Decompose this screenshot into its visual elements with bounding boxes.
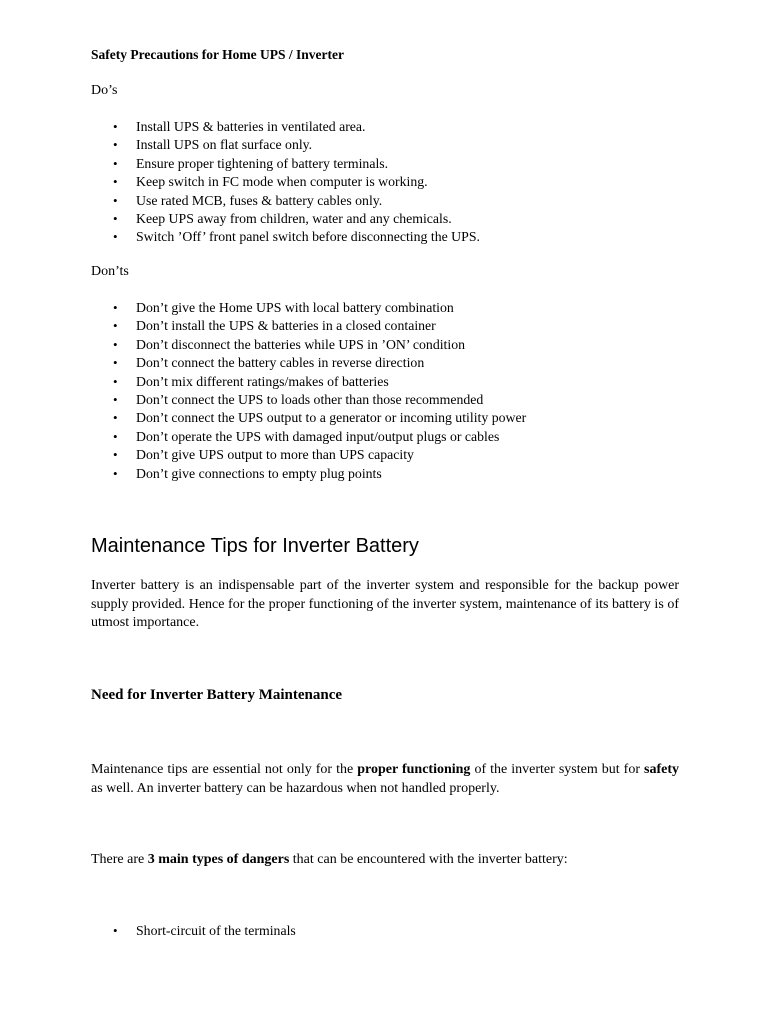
need-bold-proper-functioning: proper functioning (357, 762, 471, 777)
dos-list-item: • Switch ’Off’ front panel switch before disconnecting the UPS. (91, 228, 480, 246)
need-text-3: as well. An inverter battery can be hazardous when not handled properly. (91, 780, 500, 796)
need-paragraph (91, 761, 679, 798)
donts-list-item: • Don’t give UPS output to more than UPS capacity (91, 446, 526, 464)
donts-list-item: • Don’t connect the UPS output to a generator or incoming utility power (91, 409, 526, 427)
dos-list-item: • Install UPS & batteries in ventilated area. (91, 118, 480, 136)
dos-label: Do’s (91, 83, 118, 98)
need-bold-safety: safety (644, 762, 680, 777)
dos-list-item: • Keep switch in FC mode when computer is working. (91, 173, 480, 191)
donts-list-item: • Don’t operate the UPS with damaged input/output plugs or cables (91, 428, 526, 446)
dangers-bold: 3 main types of dangers (147, 852, 290, 867)
need-text-2: of the inverter system but for (470, 762, 645, 777)
dangers-list (91, 922, 296, 940)
need-heading: Need for Inverter Battery Maintenance (91, 687, 343, 703)
donts-list-item: • Don’t connect the battery cables in reverse direction (91, 354, 526, 372)
dangers-text-2: that can be encountered with the inverter battery: (289, 852, 568, 867)
donts-list-item: • Don’t disconnect the batteries while UPS in ’ON’ condition (91, 336, 526, 354)
maintenance-intro: Inverter battery is an indispensable part of the inverter system and responsible for the backup power supply provided. Hence for the proper functioning of the inverter system, maintenance of its battery is of utmost importance. (91, 578, 679, 630)
donts-list (91, 299, 526, 483)
dangers-paragraph (91, 851, 679, 870)
donts-list-item: • Don’t mix different ratings/makes of batteries (91, 373, 526, 391)
dos-list-item: • Ensure proper tightening of battery terminals. (91, 155, 480, 173)
dos-list (91, 118, 480, 247)
dos-list-item: • Install UPS on flat surface only. (91, 136, 480, 154)
donts-label: Don’ts (91, 264, 129, 279)
donts-list-item: • Don’t give the Home UPS with local battery combination (91, 299, 526, 317)
dos-list-item: • Keep UPS away from children, water and any chemicals. (91, 210, 480, 228)
donts-list-item: • Don’t give connections to empty plug points (91, 465, 526, 483)
dangers-text-1: There are (91, 852, 148, 867)
page-title: Safety Precautions for Home UPS / Inverter (91, 47, 344, 62)
dos-list-item: • Use rated MCB, fuses & battery cables only. (91, 192, 480, 210)
donts-list-item: • Don’t connect the UPS to loads other than those recommended (91, 391, 526, 409)
dangers-list-item: • Short-circuit of the terminals (91, 922, 296, 940)
need-text-1: Maintenance tips are essential not only for the (91, 762, 358, 777)
maintenance-heading: Maintenance Tips for Inverter Battery (91, 535, 419, 557)
donts-list-item: • Don’t install the UPS & batteries in a closed container (91, 317, 526, 335)
